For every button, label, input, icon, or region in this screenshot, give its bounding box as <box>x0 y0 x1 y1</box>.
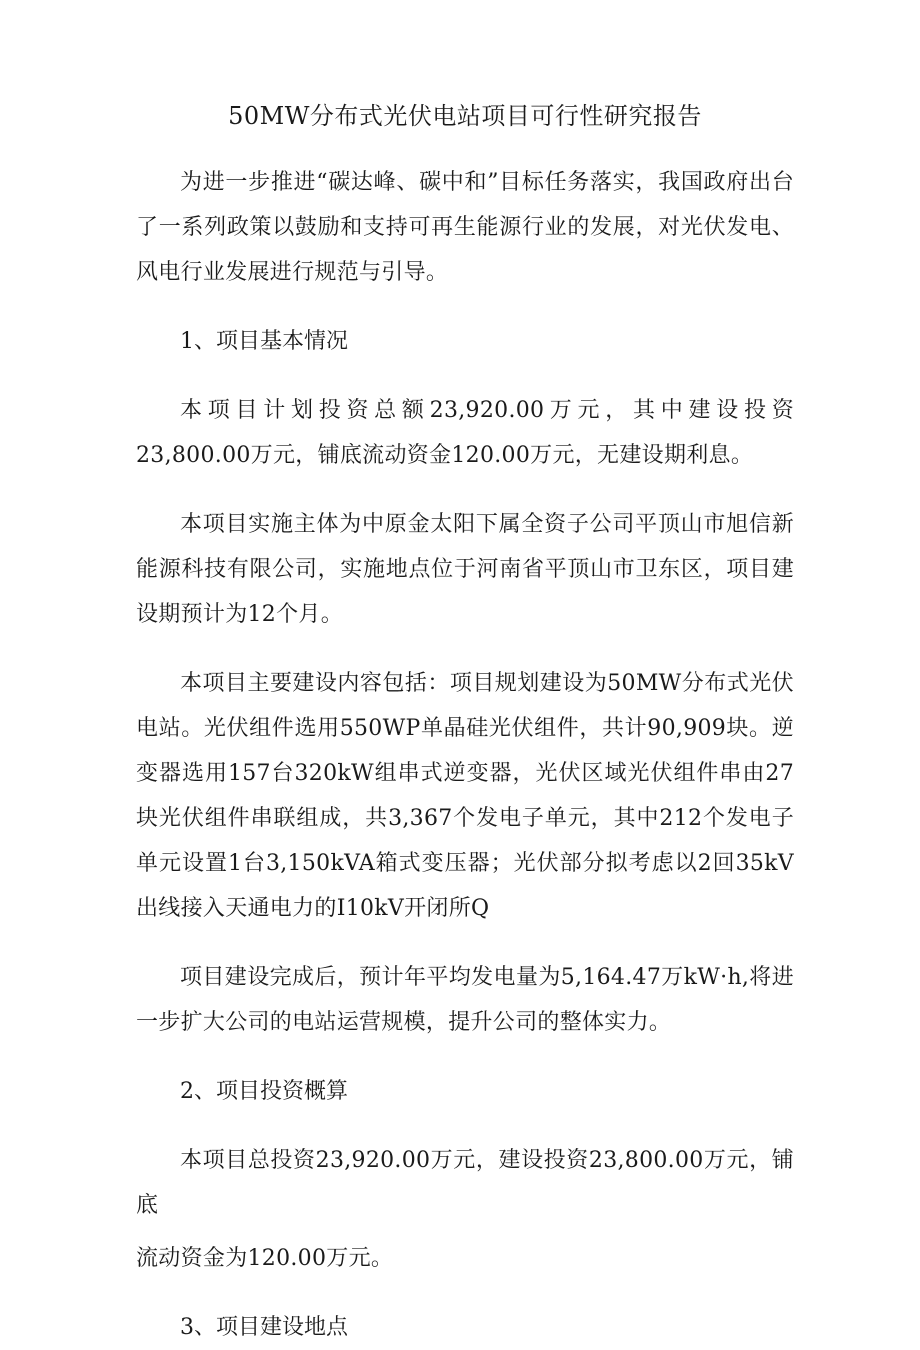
section-3-heading: 3、项目建设地点 <box>180 1315 348 1340</box>
section-1-paragraph-output: 项目建设完成后，预计年平均发电量为5,164.47万kW·h,将进一步扩大公司的电站运营规模，提升公司的整体实力。 <box>136 965 794 1035</box>
section-1-heading: 1、项目基本情况 <box>180 329 348 354</box>
intro-paragraph: 为进一步推进“碳达峰、碳中和”目标任务落实，我国政府出台了一系列政策以鼓励和支持可再生能源行业的发展，对光伏发电、风电行业发展进行规范与引导。 <box>136 170 794 285</box>
section-2-paragraph-line-1: 本项目总投资23,920.00万元，建设投资23,800.00万元，铺底 <box>136 1148 794 1218</box>
section-2-heading: 2、项目投资概算 <box>180 1079 348 1104</box>
document-title: 50MW分布式光伏电站项目可行性研究报告 <box>228 102 702 130</box>
section-1-paragraph-investment: 本项目计划投资总额23,920.00万元，其中建设投资23,800.00万元，铺底流动资金120.00万元，无建设期利息。 <box>136 398 794 468</box>
section-1-paragraph-construction: 本项目主要建设内容包括：项目规划建设为50MW分布式光伏电站。光伏组件选用550WP单晶硅光伏组件，共计90,909块。逆变器选用157台320kW组串式逆变器，光伏区域光伏组件串由27块光伏组件串联组成，共3,367个发电子单元，其中212个发电子单元设置1台3,150kVA箱式变压器；光伏部分拟考虑以2回35kV出线接入天通电力的I10kV开闭所Q <box>136 671 794 921</box>
section-2-paragraph-line-2: 流动资金为120.00万元。 <box>136 1246 394 1271</box>
section-1-paragraph-entity: 本项目实施主体为中原金太阳下属全资子公司平顶山市旭信新能源科技有限公司，实施地点位于河南省平顶山市卫东区，项目建设期预计为12个月。 <box>136 512 794 627</box>
